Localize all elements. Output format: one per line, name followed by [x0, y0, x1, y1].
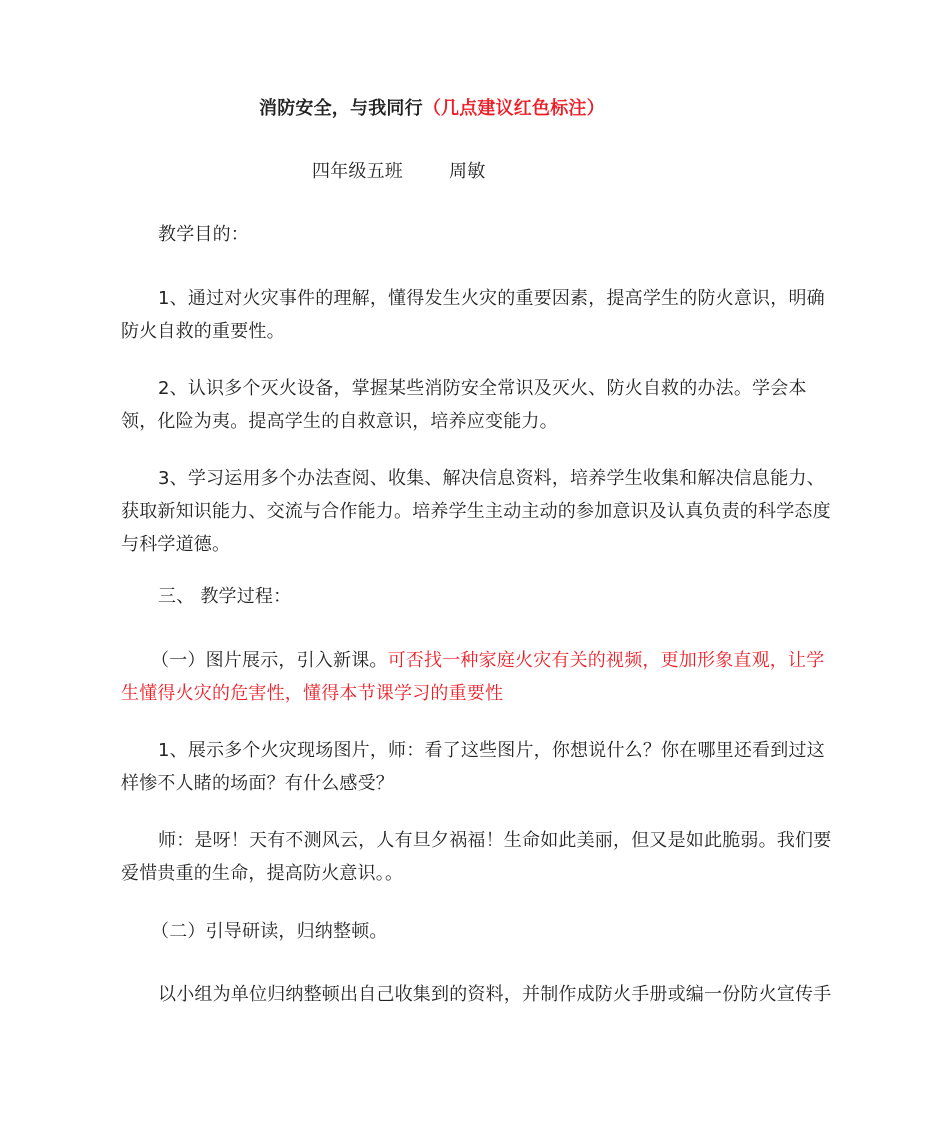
title-text: 消防安全，与我同行 [259, 98, 423, 119]
byline [312, 160, 485, 184]
title-note: （几点建议红色标注） [422, 98, 605, 119]
objective-1: 1、通过对火灾事件的理解，懂得发生火灾的重要因素，提高学生的防火意识，明确防火自救的重要性。 [121, 288, 825, 342]
process-heading: 三、 教学过程： [158, 586, 292, 607]
objective-3: 3、学习运用多个办法查阅、收集、解决信息资料，培养学生收集和解决信息能力、获取新知识能力、交流与合作能力。培养学生主动主动的参加意识及认真负责的科学态度与科学道德。 [121, 468, 831, 555]
step-1-text: （一）图片展示，引入新课。 [151, 650, 388, 671]
class-name: 四年级五班 [312, 161, 403, 182]
step-1 [121, 644, 836, 710]
step-1-item-1: 1、展示多个火灾现场图片，师：看了这些图片，你想说什么？你在哪里还看到过这样惨不人睹的场面？有什么感受？ [121, 740, 825, 794]
step-2-body: 以小组为单位归纳整顿出自己收集到的资料，并制作成防火手册或编一份防火宣传手 [158, 984, 832, 1005]
step-1-note: 可否找一种家庭火灾有关的视频，更加形象直观，让学生懂得火灾的危害性，懂得本节课学习的重要性 [121, 650, 825, 704]
objectives-heading: 教学目的： [158, 224, 249, 245]
document-title [259, 97, 605, 121]
step-2: （二）引导研读，归纳整顿。 [151, 921, 388, 942]
teacher-remark: 师：是呀！天有不测风云，人有旦夕祸福！生命如此美丽，但又是如此脆弱。我们要爱惜贵重的生命，提高防火意识。。 [121, 830, 832, 884]
objective-2: 2、认识多个灭火设备，掌握某些消防安全常识及灭火、防火自救的办法。学会本领，化险为夷。提高学生的自救意识，培养应变能力。 [121, 378, 807, 432]
author-name: 周敏 [449, 161, 486, 182]
